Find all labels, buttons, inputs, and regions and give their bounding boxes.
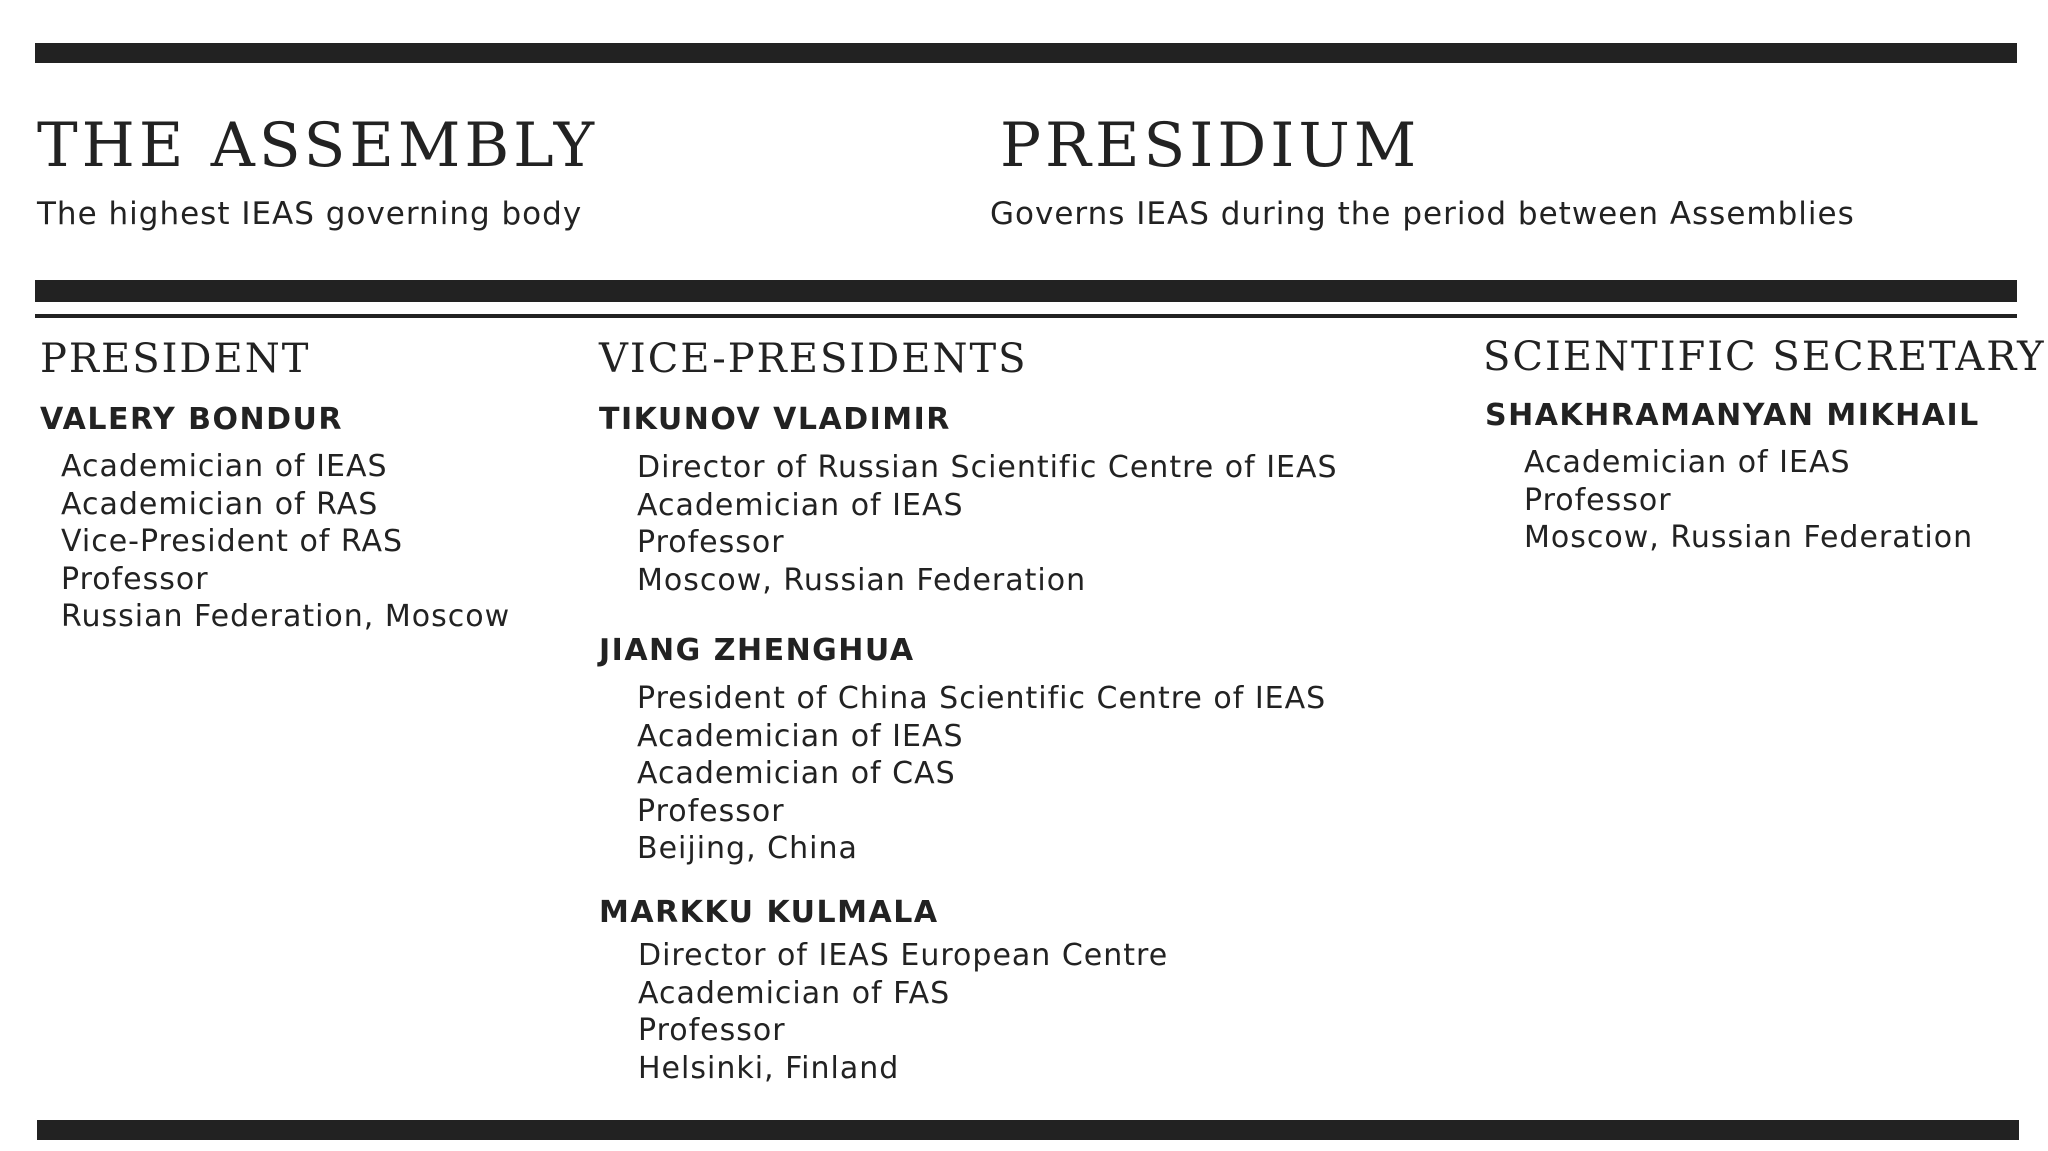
vice-president-name: MARKKU KULMALA bbox=[599, 895, 939, 930]
detail-line: Professor bbox=[638, 1013, 786, 1048]
detail-line: Moscow, Russian Federation bbox=[637, 562, 1087, 598]
vice-president-details bbox=[638, 937, 1168, 1087]
detail-line: Professor bbox=[637, 793, 785, 829]
detail-line: Director of IEAS European Centre bbox=[638, 938, 1169, 973]
detail-line: Director of Russian Scientific Centre of IEAS bbox=[637, 450, 1338, 485]
scientific-secretary-name: SHAKHRAMANYAN MIKHAIL bbox=[1485, 398, 1980, 433]
detail-line: Academician of IEAS bbox=[61, 449, 388, 484]
detail-line: Russian Federation, Moscow bbox=[61, 599, 511, 634]
detail-line: Academician of CAS bbox=[637, 756, 956, 791]
detail-line: Beijing, China bbox=[637, 831, 858, 866]
detail-line: Professor bbox=[61, 561, 209, 597]
presidium-title: PRESIDIUM bbox=[1000, 110, 1421, 181]
president-details bbox=[61, 448, 510, 636]
detail-line: Helsinki, Finland bbox=[638, 1050, 900, 1086]
detail-line: Professor bbox=[637, 525, 785, 560]
top-divider bbox=[35, 43, 2017, 63]
scientific-secretary-details bbox=[1524, 444, 1973, 557]
detail-line: Professor bbox=[1524, 482, 1672, 518]
scientific-secretary-heading: SCIENTIFIC SECRETARY bbox=[1483, 334, 2046, 380]
assembly-title: THE ASSEMBLY bbox=[37, 110, 599, 181]
detail-line: Academician of FAS bbox=[638, 975, 951, 1011]
president-name: VALERY BONDUR bbox=[40, 402, 343, 437]
detail-line: Academician of IEAS bbox=[637, 487, 964, 523]
vice-presidents-heading: VICE-PRESIDENTS bbox=[599, 336, 1028, 382]
section-divider-thick bbox=[35, 280, 2017, 302]
detail-line: Moscow, Russian Federation bbox=[1524, 520, 1974, 555]
vice-president-name: JIANG ZHENGHUA bbox=[599, 633, 915, 668]
detail-line: President of China Scientific Centre of IEAS bbox=[637, 681, 1327, 716]
bottom-divider bbox=[37, 1120, 2019, 1140]
vice-president-details bbox=[637, 449, 1338, 599]
presidium-subtitle: Governs IEAS during the period between Assemblies bbox=[990, 196, 1855, 232]
detail-line: Academician of IEAS bbox=[1524, 445, 1851, 480]
president-heading: PRESIDENT bbox=[40, 336, 311, 382]
vice-president-details bbox=[637, 680, 1326, 868]
assembly-subtitle: The highest IEAS governing body bbox=[37, 196, 583, 232]
section-divider-thin bbox=[35, 314, 2017, 318]
vice-president-name: TIKUNOV VLADIMIR bbox=[599, 402, 951, 437]
detail-line: Academician of IEAS bbox=[637, 718, 964, 754]
detail-line: Academician of RAS bbox=[61, 486, 379, 522]
detail-line: Vice-President of RAS bbox=[61, 524, 404, 559]
